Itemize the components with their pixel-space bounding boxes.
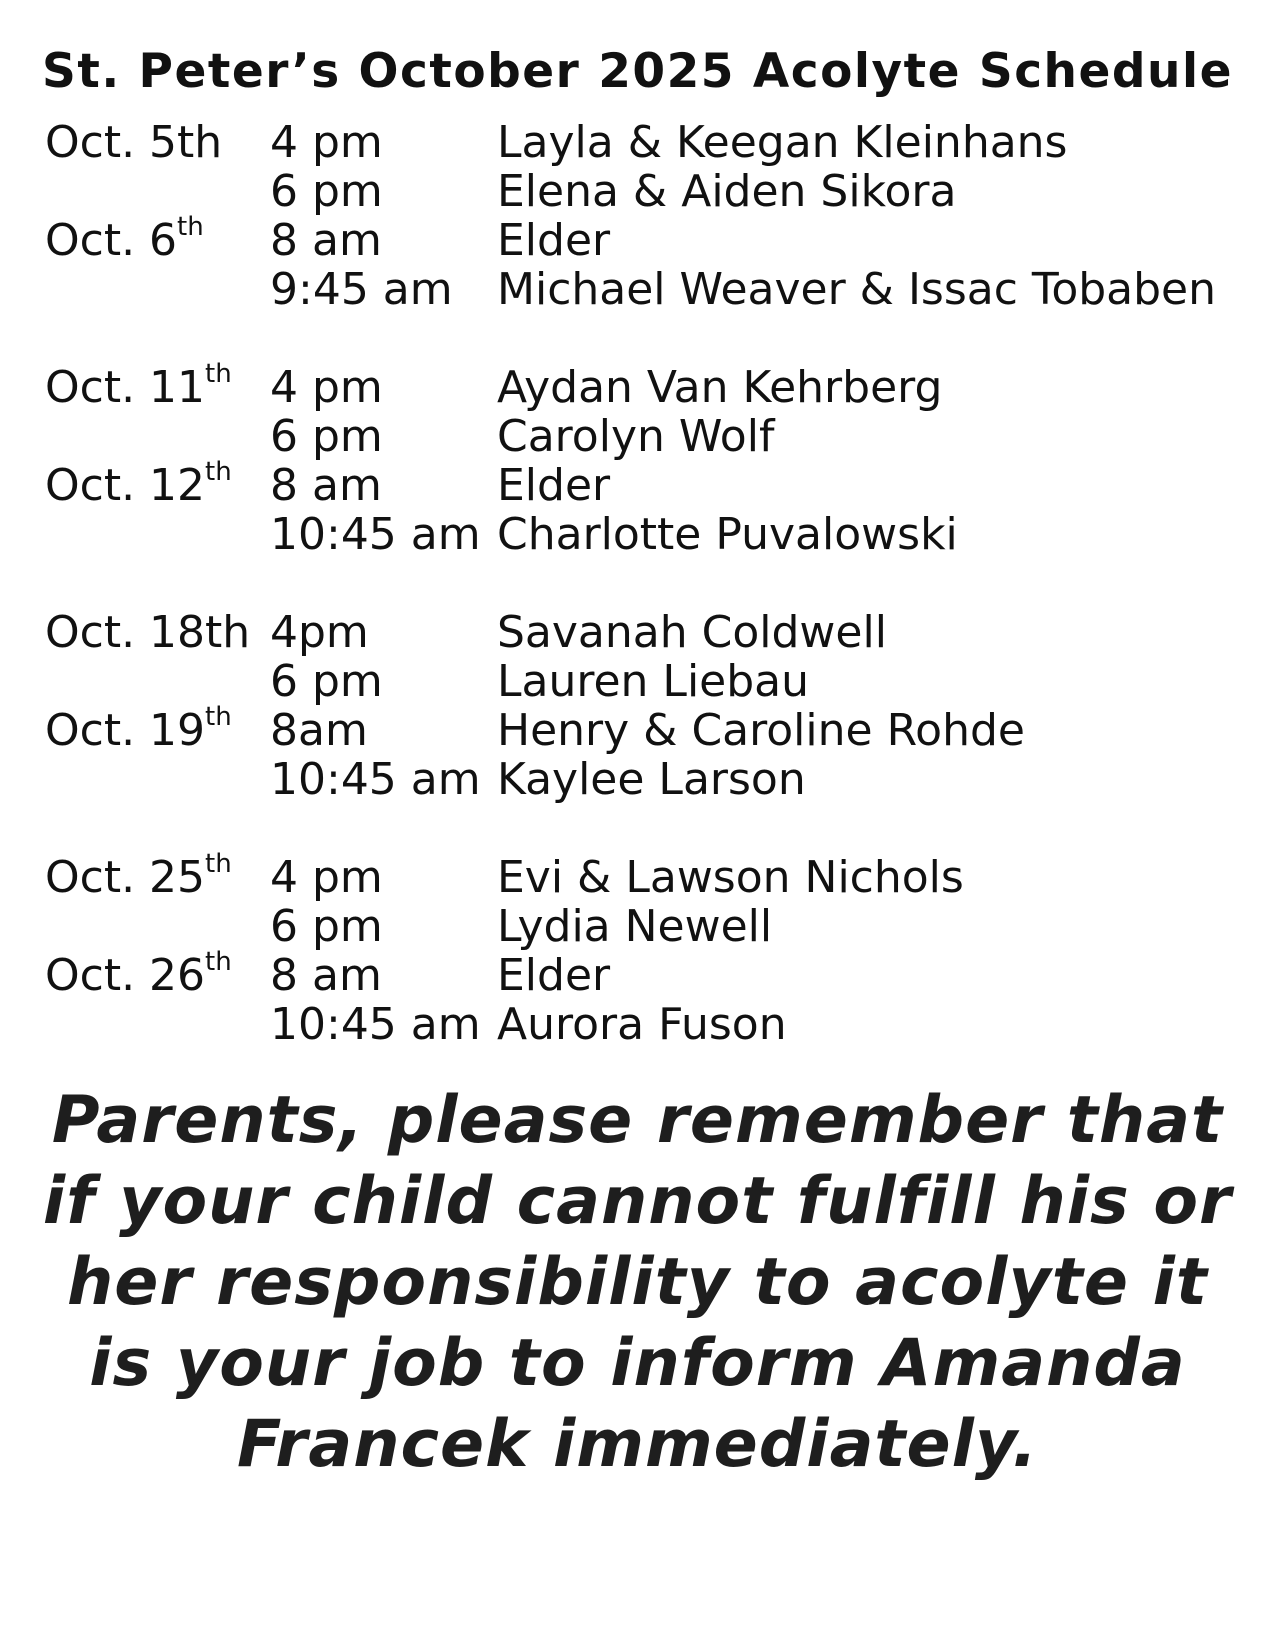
service-date [45,212,204,266]
acolyte-names: Layla & Keegan Kleinhans [497,117,1068,168]
acolyte-names: Elena & Aiden Sikora [497,166,957,217]
schedule-week-group [45,608,1245,804]
acolyte-names: Carolyn Wolf [497,411,775,462]
service-time: 10:45 am [270,999,481,1050]
service-date-text: Oct. 19 [45,705,206,756]
service-time: 10:45 am [270,509,481,560]
page-title: St. Peter’s October 2025 Acolyte Schedule [42,44,1233,99]
service-time: 6 pm [270,411,383,462]
service-time: 4 pm [270,852,383,903]
schedule-week-group [45,118,1245,314]
acolyte-names: Elder [497,460,611,511]
service-date-suffix: th [205,457,232,488]
schedule-row [45,265,1245,314]
acolyte-names: Savanah Coldwell [497,607,887,658]
schedule-row [45,167,1245,216]
schedule-row [45,657,1245,706]
service-date-suffix: th [205,702,232,733]
service-time: 8am [270,705,368,756]
service-date-suffix: th [205,849,232,880]
acolyte-names: Charlotte Puvalowski [497,509,958,560]
schedule-row [45,947,1245,1001]
schedule-week-group [45,849,1245,1050]
service-time: 8 am [270,950,382,1001]
schedule-row [45,849,1245,903]
service-date-text: Oct. 26 [45,950,206,1001]
acolyte-names: Kaylee Larson [497,754,806,805]
schedule-row [45,902,1245,951]
service-date-text: Oct. 5th [45,117,223,168]
acolyte-names: Michael Weaver & Issac Tobaben [497,264,1217,315]
service-date [45,457,232,511]
service-date-text: Oct. 11 [45,362,206,413]
schedule-row [45,359,1245,413]
schedule-row [45,510,1245,559]
acolyte-names: Aurora Fuson [497,999,787,1050]
schedule-row [45,608,1245,657]
service-time: 4pm [270,607,369,658]
service-date-text: Oct. 6 [45,215,178,266]
service-time: 6 pm [270,656,383,707]
service-date [45,947,232,1001]
schedule-row [45,212,1245,266]
service-time: 4 pm [270,362,383,413]
schedule-row [45,702,1245,756]
acolyte-names: Henry & Caroline Rohde [497,705,1025,756]
service-time: 8 am [270,215,382,266]
service-time: 8 am [270,460,382,511]
acolyte-names: Lauren Liebau [497,656,810,707]
service-date-text: Oct. 25 [45,852,206,903]
acolyte-names: Lydia Newell [497,901,773,952]
service-date-text: Oct. 12 [45,460,206,511]
schedule-table [45,118,1245,1049]
service-time: 6 pm [270,166,383,217]
service-time: 9:45 am [270,264,453,315]
schedule-row [45,457,1245,511]
service-date-suffix: th [205,947,232,978]
service-date-suffix: th [177,212,204,243]
acolyte-names: Aydan Van Kehrberg [497,362,943,413]
service-date-suffix: th [205,359,232,390]
schedule-row [45,412,1245,461]
service-date [45,849,232,903]
service-date [45,359,232,413]
acolyte-names: Elder [497,215,611,266]
service-date [45,608,250,657]
service-date-text: Oct. 18th [45,607,251,658]
service-date [45,118,222,167]
service-time: 4 pm [270,117,383,168]
schedule-row [45,755,1245,804]
service-time: 10:45 am [270,754,481,805]
schedule-week-group [45,359,1245,560]
schedule-row [45,118,1245,167]
acolyte-names: Evi & Lawson Nichols [497,852,964,903]
service-date [45,702,232,756]
service-time: 6 pm [270,901,383,952]
acolyte-names: Elder [497,950,611,1001]
schedule-row [45,1000,1245,1049]
parent-notice: Parents, please remember that if your child cannot fulfill his or her responsibility to acolyte it is your job to inform Amanda Francek immediately. [42,1083,1233,1482]
